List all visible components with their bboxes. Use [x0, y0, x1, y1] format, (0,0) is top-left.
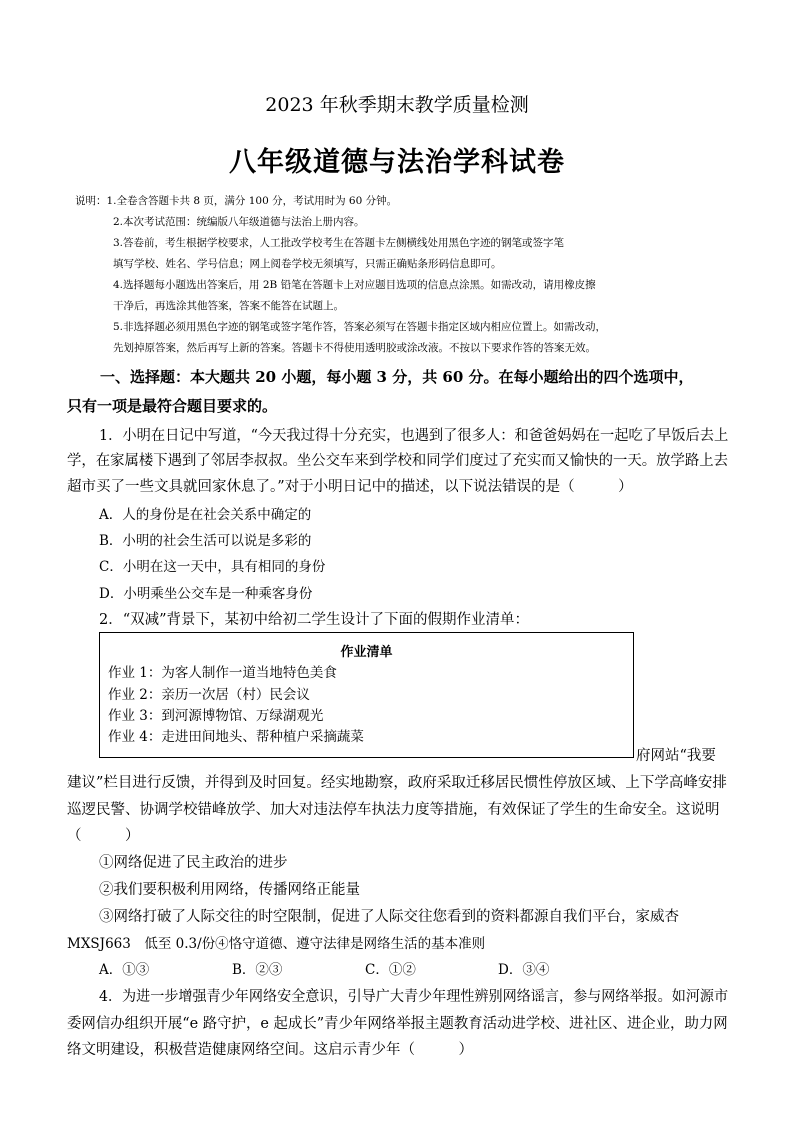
- homework-item: 作业 1：为客人制作一道当地特色美食: [108, 665, 337, 681]
- question-3-line: 巡逻民警、协调学校错峰放学、加大对违法停车执法力度等措施，有效保证了学生的生命安全。这说明: [67, 802, 720, 818]
- question-1-option-b: B．小明的社会生活可以说是多彩的: [99, 533, 312, 549]
- subject-title: 八年级道德与法治学科试卷: [229, 147, 565, 178]
- homework-list-box: [99, 632, 634, 758]
- instruction-line: 说明：1.全卷含答题卡共 8 页，满分 100 分，考试用时为 60 分钟。: [75, 195, 398, 207]
- homework-item: 作业 3：到河源博物馆、万绿湖观光: [108, 708, 324, 724]
- instruction-line: 2.本次考试范围：统编版八年级道德与法治上册内容。: [113, 216, 365, 228]
- instruction-line: 干净后，再选涂其他答案，答案不能答在试题上。: [113, 300, 344, 312]
- instruction-line: 5.非选择题必须用黑色字迹的钢笔或签字笔作答，答案必须写在答题卡指定区域内相应位置上。如需改动，: [113, 321, 607, 333]
- question-1-line: 1．小明在日记中写道，“今天我过得十分充实，也遇到了很多人：和爸爸妈妈在一起吃了早饭后去上: [99, 428, 729, 444]
- question-3-item: MXSJ663 低至 0.3/份④恪守道德、遵守法律是网络生活的基本准则: [67, 936, 486, 952]
- question-3-item: ②我们要积极利用网络，传播网络正能量: [99, 882, 360, 898]
- question-1-line: 超市买了一些文具就回家休息了。”对于小明日记中的描述，以下说法错误的是（ ）: [67, 479, 633, 495]
- question-3-line: （ ）: [67, 828, 140, 844]
- homework-item: 作业 2：亲历一次居（村）民会议: [108, 687, 310, 703]
- question-4-line: 4．为进一步增强青少年网络安全意识，引导广大青少年理性辨别网络谣言，参与网络举报。如河源市: [99, 989, 729, 1005]
- question-1-line: 学，在家属楼下遇到了邻居李叔叔。坐公交车来到学校和同学们度过了充实而又愉快的一天。放学路上去: [67, 453, 728, 469]
- question-3-option-a: A．①③: [99, 962, 150, 978]
- question-1-option-a: A．人的身份是在社会关系中确定的: [99, 507, 312, 523]
- question-3-option-c: C．①②: [365, 962, 416, 978]
- question-3-item: ①网络促进了民主政治的进步: [99, 855, 288, 871]
- question-1-option-d: D．小明乘坐公交车是一种乘客身份: [99, 586, 313, 602]
- question-1-option-c: C．小明在这一天中，具有相同的身份: [99, 559, 326, 575]
- question-3-line: 建议”栏目进行反馈，并得到及时回复。经实地勘察，政府采取迁移居民惯性停放区域、上下学高峰安排: [67, 775, 727, 791]
- question-3-option-d: D．③④: [498, 962, 550, 978]
- instruction-line: 4.选择题每小题选出答案后，用 2B 铅笔在答题卡上对应题目选项的信息点涂黑。如需改动，请用橡皮擦: [113, 279, 596, 291]
- question-3-fragment: 府网站“我要: [636, 748, 716, 764]
- exam-title: 2023 年秋季期末教学质量检测: [265, 94, 529, 116]
- homework-item: 作业 4：走进田间地头、帮种植户采摘蔬菜: [108, 729, 364, 745]
- instruction-line: 填写学校、姓名、学号信息；网上阅卷学校无须填写，只需正确贴条形码信息即可。: [113, 258, 502, 270]
- question-2-stem: 2．“双减”背景下，某初中给初二学生设计了下面的假期作业清单：: [99, 612, 530, 628]
- instruction-line: 先划掉原答案，然后再写上新的答案。答题卡不得使用透明胶或涂改液。不按以下要求作答的答案无效。: [113, 342, 596, 354]
- section-heading: 只有一项是最符合题目要求的。: [67, 397, 278, 415]
- question-3-option-b: B．②③: [232, 962, 283, 978]
- question-4-line: 络文明建设，积极营造健康网络空间。这启示青少年（ ）: [67, 1042, 473, 1058]
- question-3-item: ③网络打破了人际交往的时空限制，促进了人际交往您看到的资料都源自我们平台，家威杏: [99, 909, 679, 925]
- question-4-line: 委网信办组织开展“e 路守护，e 起成长”青少年网络举报主题教育活动进学校、进社区、进企业，助力网: [67, 1016, 728, 1032]
- homework-list-title: 作业清单: [340, 645, 393, 660]
- section-heading: 一、选择题：本大题共 20 小题，每小题 3 分，共 60 分。在每小题给出的四个选项中，: [100, 368, 694, 386]
- instruction-line: 3.答卷前，考生根据学校要求，人工批改学校考生在答题卡左侧横线处用黑色字迹的钢笔或签字笔: [113, 237, 565, 249]
